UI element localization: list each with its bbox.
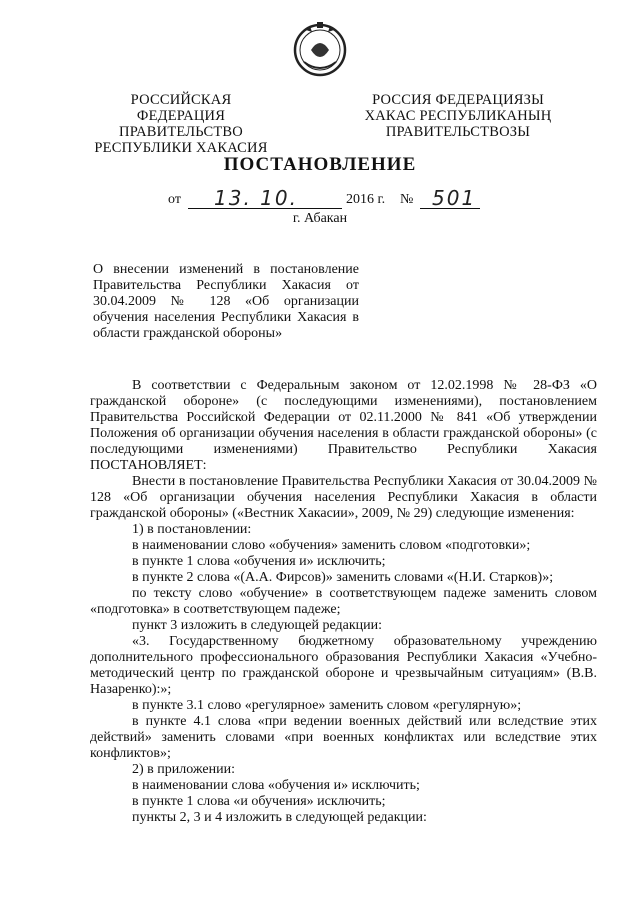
header-left-line: РЕСПУБЛИКИ ХАКАСИЯ [94, 140, 268, 156]
body-paragraph: в пункте 1 слова «обучения и» исключить; [132, 554, 386, 569]
document-subject: О внесении изменений в постановление Правительства Республики Хакасия от 30.04.2009 № 128 «Об организации обучения населения Республики Хакасия в области гражданской обороны» [93, 262, 359, 341]
body-paragraph: 2) в приложении: [132, 762, 235, 777]
body-paragraph: 1) в постановлении: [132, 522, 252, 537]
body-paragraph: В соответствии с Федеральным законом от 12.02.1998 № 28-ФЗ «О гражданской обороне» (с последующими изменениями), постановлением Правительства Российской Федерации от 02.11.2000 № 841 «Об утверждении Положения об организации обучения населения в области гражданской обороны» (с последующими изменениями) Правительство Республики Хакасия ПОСТАНОВЛЯЕТ: [90, 378, 597, 473]
body-paragraph: в пункте 4.1 слова «при ведении военных действий или вследствие этих действий» заменить словами «при военных конфликтах или вследствие этих конфликтов»; [90, 714, 597, 761]
date-year: 2016 г. [346, 192, 386, 207]
header-right-line: РОССИЯ ФЕДЕРАЦИЯЗЫ [372, 92, 544, 108]
body-paragraph: в наименовании слова «обучения и» исключить; [132, 778, 420, 793]
date-handwritten: 13. 10. [214, 186, 298, 210]
body-paragraph: пункты 2, 3 и 4 изложить в следующей редакции: [132, 810, 427, 825]
number-label: № [400, 192, 414, 207]
date-from-label: от [168, 192, 181, 207]
header-right-block [360, 92, 556, 140]
coat-of-arms-icon [292, 18, 348, 78]
number-handwritten: 501 [432, 186, 477, 210]
document-title: ПОСТАНОВЛЕНИЕ [223, 154, 417, 175]
body-paragraph: «3. Государственному бюджетному образовательному учреждению дополнительного профессионального образования Республики Хакасия «Учебно-методический центр по гражданской обороне и чрезвычайным ситуациям» (В.В. Назаренко):»; [90, 634, 597, 697]
dateline [168, 188, 488, 212]
header-right-line: ХАКАС РЕСПУБЛИКАНЫҢ [364, 108, 552, 124]
document-body [90, 378, 597, 826]
city: г. Абакан [292, 211, 348, 226]
body-paragraph: в пункте 3.1 слово «регулярное» заменить словом «регулярную»; [132, 698, 522, 713]
body-paragraph: пункт 3 изложить в следующей редакции: [132, 618, 382, 633]
header-left-line: РОССИЙСКАЯ ФЕДЕРАЦИЯ [130, 92, 232, 124]
header-left-line: ПРАВИТЕЛЬСТВО [119, 124, 243, 140]
header-right-line: ПРАВИТЕЛЬСТВОЗЫ [385, 124, 531, 140]
body-paragraph: в пункте 1 слова «и обучения» исключить; [132, 794, 386, 809]
body-paragraph: в наименовании слово «обучения» заменить словом «подготовки»; [132, 538, 531, 553]
body-paragraph: Внести в постановление Правительства Республики Хакасия от 30.04.2009 № 128 «Об организации обучения населения Республики Хакасия в области гражданской обороны» («Вестник Хакасии», 2009, № 29) следующие изменения: [90, 474, 597, 521]
body-paragraph: в пункте 2 слова «(А.А. Фирсов)» заменить словами «(Н.И. Старков)»; [132, 570, 554, 585]
body-paragraph: по тексту слово «обучение» в соответствующем падеже заменить словом «подготовка» в соответствующем падеже; [90, 586, 597, 617]
header-left-block [88, 92, 274, 156]
